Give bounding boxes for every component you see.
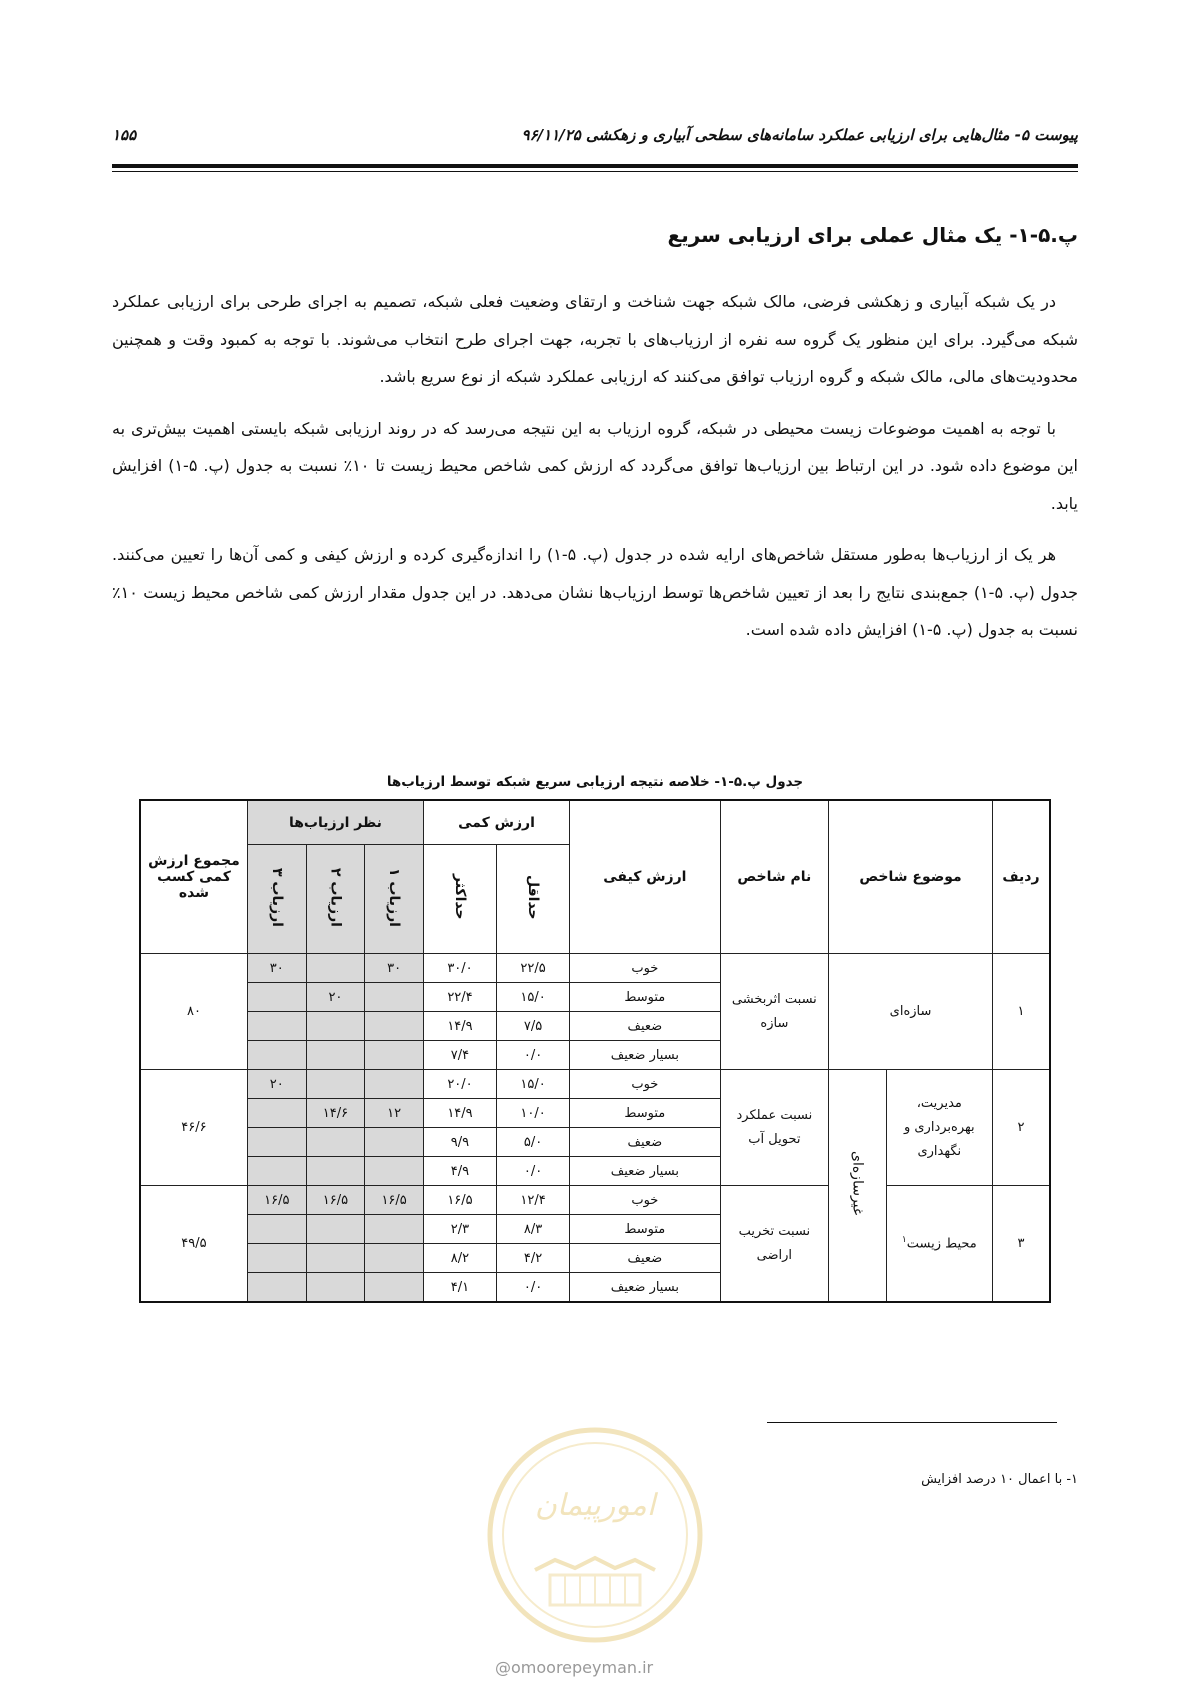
qualitative-cell: بسیار ضعیف	[570, 1041, 721, 1070]
ev3-cell	[247, 1128, 306, 1157]
row-no-2: ۲	[992, 1070, 1050, 1186]
watermark-logo-text: امورپیمان	[534, 1488, 656, 1523]
subject-2: مدیریت، بهره‌برداری و نگهداری	[886, 1070, 992, 1186]
ev2-cell: ۲۰	[306, 983, 365, 1012]
page-number: ۱۵۵	[112, 126, 137, 144]
header-title: پیوست ۵- مثال‌هایی برای ارزیابی عملکرد سامانه‌های سطحی آبیاری و زهکشی ۹۶/۱۱/۲۵	[521, 126, 1078, 144]
ev1-cell: ۳۰	[365, 954, 424, 983]
min-cell: ۴/۲	[497, 1244, 570, 1273]
paragraph-1: در یک شبکه آبیاری و زهکشی فرضی، مالک شبکه جهت شناخت و ارتقای وضعیت فعلی شبکه، تصمیم به اجرای طرحی برای ارزیابی عملکرد شبکه می‌گیرد. برای این منظور یک گروه سه نفره از ارزیاب‌های با تجربه، جهت اجرای طرح انتخاب می‌شوند. با توجه به کمبود وقت و همچنین محدودیت‌های مالی، مالک شبکه و گروه ارزیاب توافق می‌کنند که ارزیابی عملکرد شبکه از نوع سریع باشد.	[112, 292, 1078, 386]
header-rule-thick	[112, 164, 1078, 168]
header-max: حداکثر	[423, 845, 496, 954]
header-ev2: ارزیاب ۲	[306, 845, 365, 954]
ev3-cell	[247, 1157, 306, 1186]
qualitative-cell: خوب	[570, 954, 721, 983]
footnote-marker: ۱	[901, 1235, 907, 1246]
total-2: ۴۶/۶	[140, 1070, 247, 1186]
qualitative-cell: متوسط	[570, 1099, 721, 1128]
max-cell: ۴/۹	[423, 1157, 496, 1186]
max-cell: ۳۰/۰	[423, 954, 496, 983]
subject-3: محیط زیست$^۱$	[886, 1186, 992, 1303]
total-1: ۸۰	[140, 954, 247, 1070]
min-cell: ۱۵/۰	[497, 983, 570, 1012]
ev2-cell	[306, 1070, 365, 1099]
max-cell: ۷/۴	[423, 1041, 496, 1070]
header-name: نام شاخص	[720, 800, 828, 954]
ev3-cell	[247, 1244, 306, 1273]
ev2-cell	[306, 954, 365, 983]
non-structural-label: غیرسازه‌ای	[829, 1070, 887, 1303]
watermark-text: @omoorepeyman.ir	[495, 1658, 654, 1677]
ev2-cell	[306, 1244, 365, 1273]
qualitative-cell: ضعیف	[570, 1244, 721, 1273]
ev3-cell: ۲۰	[247, 1070, 306, 1099]
row-no-3: ۳	[992, 1186, 1050, 1303]
ev3-cell	[247, 983, 306, 1012]
header-evaluators: نظر ارزیاب‌ها	[247, 800, 423, 845]
subject-1: سازه‌ای	[829, 954, 993, 1070]
name-3: نسبت تخریب اراضی	[720, 1186, 828, 1303]
footnote-rule	[767, 1422, 1057, 1423]
min-cell: ۱۰/۰	[497, 1099, 570, 1128]
ev3-cell	[247, 1041, 306, 1070]
ev3-cell	[247, 1273, 306, 1303]
ev1-cell	[365, 1041, 424, 1070]
paragraph-2: با توجه به اهمیت موضوعات زیست محیطی در شبکه، گروه ارزیاب به این نتیجه می‌رسد که در روند ارزیابی شبکه بایستی اهمیت بیش‌تری به این موضوع داده شود. در این ارتباط بین ارزیاب‌ها توافق می‌گردد که ارزش کمی شاخص محیط زیست تا ۱۰٪ نسبت به جدول (پ. ۵-۱) افزایش یابد.	[112, 418, 1079, 513]
min-cell: ۰/۰	[497, 1041, 570, 1070]
header-qualitative: ارزش کیفی	[570, 800, 721, 954]
ev1-cell	[365, 1157, 424, 1186]
name-2: نسبت عملکرد تحویل آب	[720, 1070, 828, 1186]
row-no-1: ۱	[992, 954, 1050, 1070]
ev1-cell	[365, 1012, 424, 1041]
ev3-cell: ۱۶/۵	[247, 1186, 306, 1215]
max-cell: ۱۶/۵	[423, 1186, 496, 1215]
watermark-logo-icon	[480, 1420, 710, 1650]
ev3-cell: ۳۰	[247, 954, 306, 983]
ev1-cell: ۱۲	[365, 1099, 424, 1128]
min-cell: ۸/۳	[497, 1215, 570, 1244]
max-cell: ۹/۹	[423, 1128, 496, 1157]
ev2-cell: ۱۶/۵	[306, 1186, 365, 1215]
ev2-cell	[306, 1012, 365, 1041]
header-ev3: ارزیاب ۳	[247, 845, 306, 954]
ev1-cell: ۱۶/۵	[365, 1186, 424, 1215]
section-title: پ.۵-۱- یک مثال عملی برای ارزیابی سریع	[667, 223, 1078, 247]
min-cell: ۷/۵	[497, 1012, 570, 1041]
ev1-cell	[365, 1070, 424, 1099]
max-cell: ۲/۳	[423, 1215, 496, 1244]
footnote: ۱- با اعمال ۱۰ درصد افزایش	[921, 1472, 1078, 1487]
ev1-cell	[365, 1244, 424, 1273]
ev2-cell	[306, 1128, 365, 1157]
qualitative-cell: ضعیف	[570, 1128, 721, 1157]
header-row-no: ردیف	[992, 800, 1050, 954]
min-cell: ۲۲/۵	[497, 954, 570, 983]
max-cell: ۱۴/۹	[423, 1012, 496, 1041]
max-cell: ۴/۱	[423, 1273, 496, 1303]
header-total: مجموع ارزش کمی کسب شده	[140, 800, 247, 954]
table-caption: جدول پ.۵-۱- خلاصه نتیجه ارزیابی سریع شبکه توسط ارزیاب‌ها	[386, 774, 804, 790]
page-header	[112, 126, 1078, 150]
paragraph-3: هر یک از ارزیاب‌ها به‌طور مستقل شاخص‌های ارایه شده در جدول (پ. ۵-۱) را اندازه‌گیری کرده و ارزش کیفی و کمی آن‌ها را تعیین می‌کنند. جدول (پ. ۵-۱) جمع‌بندی نتایج را بعد از تعیین شاخص‌ها توسط ارزیاب‌ها نشان می‌دهد. در این جدول مقدار ارزش کمی شاخص محیط زیست ۱۰٪ نسبت به جدول (پ. ۵-۱) افزایش داده شده است.	[112, 545, 1079, 639]
qualitative-cell: متوسط	[570, 1215, 721, 1244]
name-1: نسبت اثربخشی سازه	[720, 954, 828, 1070]
total-3: ۴۹/۵	[140, 1186, 247, 1303]
max-cell: ۲۲/۴	[423, 983, 496, 1012]
qualitative-cell: متوسط	[570, 983, 721, 1012]
header-ev1: ارزیاب ۱	[365, 845, 424, 954]
ev2-cell	[306, 1157, 365, 1186]
header-rule-thin	[112, 171, 1078, 172]
header-quantitative: ارزش کمی	[423, 800, 569, 845]
header-subject: موضوع شاخص	[829, 800, 993, 954]
max-cell: ۲۰/۰	[423, 1070, 496, 1099]
header-min: حداقل	[497, 845, 570, 954]
min-cell: ۵/۰	[497, 1128, 570, 1157]
qualitative-cell: بسیار ضعیف	[570, 1157, 721, 1186]
ev2-cell	[306, 1215, 365, 1244]
ev2-cell	[306, 1273, 365, 1303]
max-cell: ۱۴/۹	[423, 1099, 496, 1128]
ev2-cell	[306, 1041, 365, 1070]
qualitative-cell: خوب	[570, 1070, 721, 1099]
ev3-cell	[247, 1012, 306, 1041]
ev2-cell: ۱۴/۶	[306, 1099, 365, 1128]
ev1-cell	[365, 983, 424, 1012]
ev3-cell	[247, 1215, 306, 1244]
min-cell: ۱۲/۴	[497, 1186, 570, 1215]
min-cell: ۱۵/۰	[497, 1070, 570, 1099]
ev1-cell	[365, 1215, 424, 1244]
qualitative-cell: خوب	[570, 1186, 721, 1215]
max-cell: ۸/۲	[423, 1244, 496, 1273]
min-cell: ۰/۰	[497, 1273, 570, 1303]
results-table	[139, 799, 1051, 1303]
qualitative-cell: ضعیف	[570, 1012, 721, 1041]
body-text	[112, 283, 1078, 663]
ev3-cell	[247, 1099, 306, 1128]
qualitative-cell: بسیار ضعیف	[570, 1273, 721, 1303]
min-cell: ۰/۰	[497, 1157, 570, 1186]
ev1-cell	[365, 1273, 424, 1303]
ev1-cell	[365, 1128, 424, 1157]
